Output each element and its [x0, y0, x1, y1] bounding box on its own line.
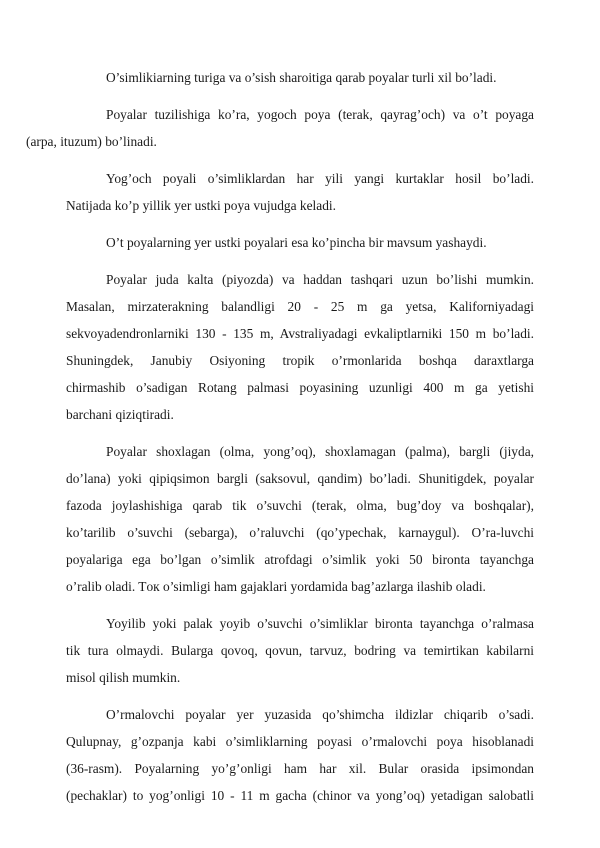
text-line: chirmashib o’sadigan Rotang palmasi poyasining uzunligi 400 m ga yetishi — [66, 380, 534, 395]
text-line: (36-rasm). Poyalarning yo’g’onligi ham har xil. Bular orasida ipsimondan — [66, 761, 534, 776]
paragraph-6 — [66, 438, 534, 600]
text-line: O’simlikiarning turiga va o’sish sharoitiga qarab poyalar turli xil bo’ladi. — [106, 70, 497, 85]
text-line: Yoyilib yoki palak yoyib o’suvchi o’simliklar bironta tayanchga o’ralmasa — [106, 616, 534, 631]
text-line: O’t poyalarning yer ustki poyalari esa ko’pincha bir mavsum yashaydi. — [106, 235, 487, 250]
text-line: Poyalar juda kalta (piyozda) va haddan tashqari uzun bo’lishi mumkin. — [106, 272, 534, 287]
paragraph-4 — [66, 229, 534, 256]
text-line: barchani qiziqtiradi. — [66, 407, 174, 422]
text-line: poyalariga ega bo’lgan o’simlik atrofdagi o’simlik yoki 50 bironta tayanchga — [66, 552, 534, 567]
text-line: Natijada ko’p yillik yer ustki poya vujudga keladi. — [66, 198, 336, 213]
paragraph-3 — [66, 165, 534, 219]
text-line: (arpa, ituzum) bo’linadi. — [26, 134, 157, 149]
text-line: fazoda joylashishiga qarab tik o’suvchi (terak, olma, bug’doy va boshqalar), — [66, 498, 534, 513]
text-line: sekvoyadendronlarniki 130 - 135 m, Avstraliyadagi evkaliptlarniki 150 m bo’ladi. — [66, 326, 534, 341]
paragraph-8 — [66, 701, 534, 809]
text-line: Masalan, mirzaterakning balandligi 20 - 25 m ga yetsa, Kaliforniyadagi — [66, 299, 534, 314]
text-line: (pechaklar) to yog’onligi 10 - 11 m gacha (chinor va yong’oq) yetadigan salobatli — [66, 788, 534, 803]
text-line: ko’tarilib o’suvchi (sebarga), o’raluvchi (qo’ypechak, karnaygul). O’ra-luvchi — [66, 525, 534, 540]
text-line: tik tura olmaydi. Bularga qovoq, qovun, tarvuz, bodring va temirtikan kabilarni — [66, 643, 534, 658]
paragraph-7 — [66, 610, 534, 691]
text-line: Poyalar shoxlagan (olma, yong’oq), shoxlamagan (palma), bargli (jiyda, — [106, 444, 534, 459]
text-line: Yog’och poyali o’simliklardan har yili yangi kurtaklar hosil bo’ladi. — [106, 171, 534, 186]
paragraph-2 — [26, 101, 534, 155]
text-line: do’lana) yoki qipiqsimon bargli (saksovul, qandim) bo’ladi. Shunitigdek, poyalar — [66, 471, 534, 486]
text-line: Poyalar tuzilishiga ko’ra, yogoch poya (terak, qayrag’och) va o’t poyaga — [106, 107, 534, 122]
text-line: misol qilish mumkin. — [66, 670, 181, 685]
text-line: o’ralib oladi. Tок o’simligi ham gajaklari yordamida bag’azlarga ilashib oladi. — [66, 579, 486, 594]
paragraph-5 — [66, 266, 534, 428]
text-line: Qulupnay, g’ozpanja kabi o’simliklarning poyasi o’rmalovchi poya hisoblanadi — [66, 734, 534, 749]
text-line: O’rmalovchi poyalar yer yuzasida qo’shimcha ildizlar chiqarib o’sadi. — [106, 707, 534, 722]
text-line: Shuningdek, Janubiy Osiyoning tropik o’rmonlarida boshqa daraxtlarga — [66, 353, 534, 368]
paragraph-1 — [66, 64, 534, 91]
